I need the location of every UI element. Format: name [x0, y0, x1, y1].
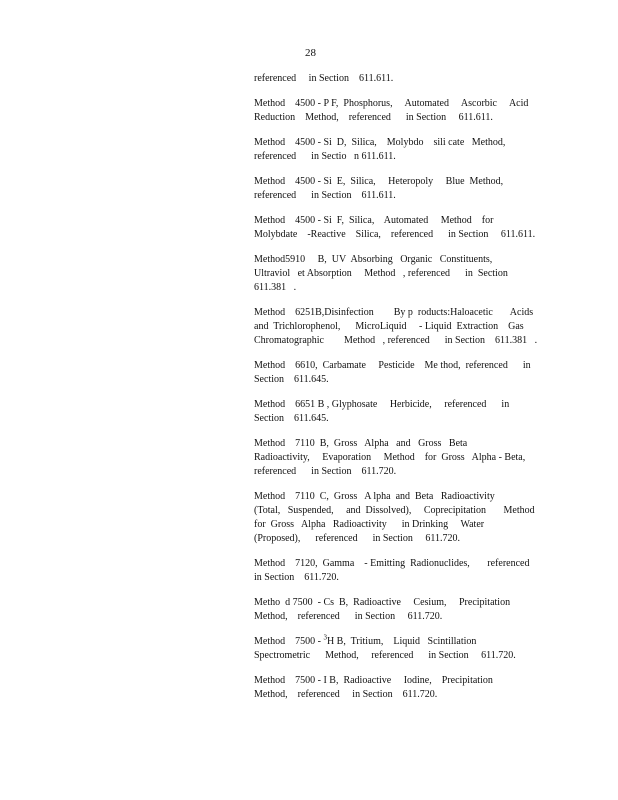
- method-entry: [254, 306, 536, 348]
- entry-line: Reduction Method, referenced in Section 611.611.: [254, 112, 493, 123]
- entry-line: Section 611.645.: [254, 374, 329, 385]
- document-body: [254, 72, 536, 713]
- entry-line: in Section 611.720.: [254, 572, 339, 583]
- method-entry: [254, 253, 536, 295]
- entry-line: Method 7120, Gamma - Emitting Radionuclides, referenced: [254, 558, 530, 569]
- entry-line: Method 6610, Carbamate Pesticide Me thod, referenced in: [254, 360, 531, 371]
- entry-line: for Gross Alpha Radioactivity in Drinking Water: [254, 519, 485, 530]
- method-entry: [254, 437, 536, 479]
- method-entry: [254, 97, 536, 125]
- entry-line: Method 7110 B, Gross Alpha and Gross Beta: [254, 438, 468, 449]
- method-entry: [254, 72, 536, 86]
- entry-line: [254, 635, 536, 649]
- entry-line-rest: H B, Tritium, Liquid Scintillation: [326, 636, 477, 647]
- method-entry: [254, 596, 536, 624]
- entry-line: and Trichlorophenol, MicroLiquid - Liquid Extraction Gas: [254, 321, 524, 332]
- page-number: 28: [305, 47, 316, 59]
- method-entry: [254, 635, 536, 663]
- superscript-mass-number: 3: [323, 633, 327, 642]
- entry-line: (Proposed), referenced in Section 611.720.: [254, 533, 460, 544]
- entry-line: Method 6651 B , Glyphosate Herbicide, referenced in: [254, 399, 510, 410]
- entry-line: Method5910 B, UV Absorbing Organic Constituents,: [254, 254, 493, 265]
- method-entry: [254, 136, 536, 164]
- entry-line: Method 7500 - I B, Radioactive Iodine, Precipitation: [254, 675, 493, 686]
- method-entry: [254, 674, 536, 702]
- entry-line: (Total, Suspended, and Dissolved), Coprecipitation Method: [254, 505, 535, 516]
- method-entry: [254, 398, 536, 426]
- entry-line-start: Method 7500 -: [254, 636, 324, 647]
- entry-line: Method, referenced in Section 611.720.: [254, 689, 438, 700]
- method-entry: [254, 557, 536, 585]
- entry-line: Method 4500 - Si E, Silica, Heteropoly Blue Method,: [254, 176, 504, 187]
- method-entry: [254, 175, 536, 203]
- entry-line: referenced in Section 611.720.: [254, 466, 397, 477]
- entry-line: referenced in Section 611.611.: [254, 190, 396, 201]
- entry-line: Molybdate -Reactive Silica, referenced in Section 611.611.: [254, 229, 536, 240]
- entry-line: Radioactivity, Evaporation Method for Gross Alpha - Beta,: [254, 452, 526, 463]
- method-entry: [254, 359, 536, 387]
- entry-line: Method 4500 - Si F, Silica, Automated Method for: [254, 215, 494, 226]
- entry-line: Method 7110 C, Gross A lpha and Beta Radioactivity: [254, 491, 495, 502]
- entry-line: 611.381 .: [254, 282, 297, 293]
- entry-line: referenced in Sectio n 611.611.: [254, 151, 396, 162]
- entry-line: Chromatographic Method , referenced in Section 611.381 .: [254, 335, 538, 346]
- method-entry: [254, 214, 536, 242]
- entry-line: Method 6251B,Disinfection By p roducts:Haloacetic Acids: [254, 307, 534, 318]
- entry-line: referenced in Section 611.611.: [254, 73, 394, 84]
- entry-line: Method, referenced in Section 611.720.: [254, 611, 443, 622]
- entry-line: Metho d 7500 - Cs B, Radioactive Cesium, Precipitation: [254, 597, 511, 608]
- method-entry: [254, 490, 536, 546]
- entry-line: Method 4500 - Si D, Silica, Molybdo sili cate Method,: [254, 137, 506, 148]
- entry-line: Ultraviol et Absorption Method , referenced in Section: [254, 268, 508, 279]
- entry-line: Method 4500 - P F, Phosphorus, Automated Ascorbic Acid: [254, 98, 529, 109]
- entry-line: Spectrometric Method, referenced in Section 611.720.: [254, 650, 516, 661]
- entry-line: Section 611.645.: [254, 413, 329, 424]
